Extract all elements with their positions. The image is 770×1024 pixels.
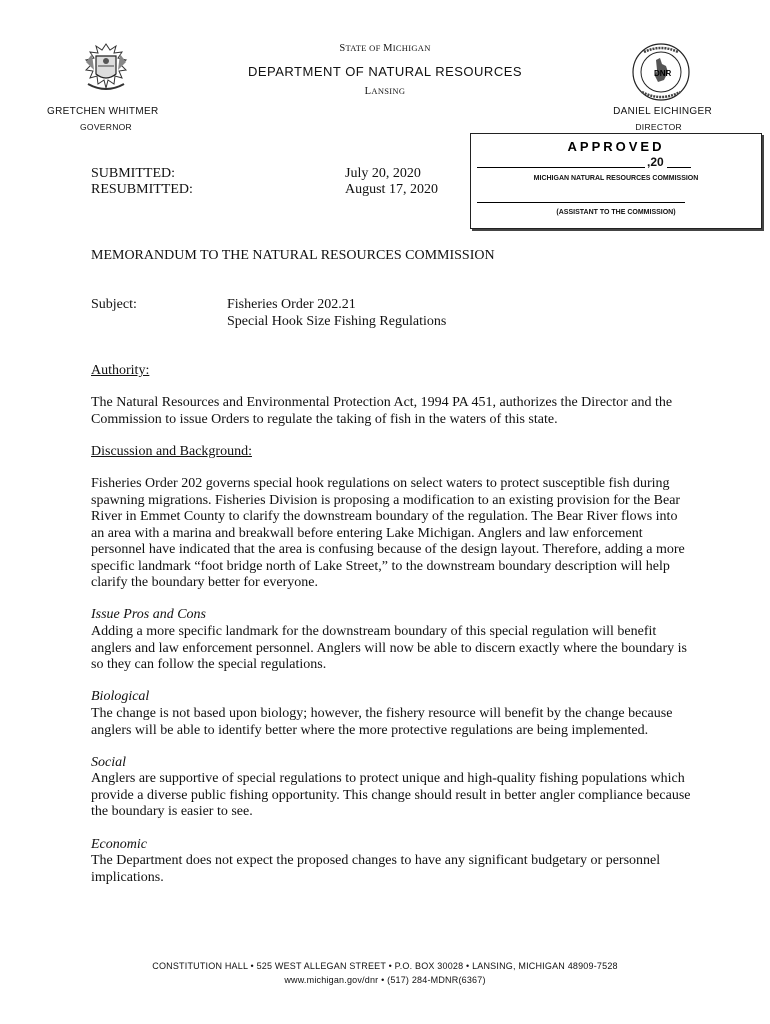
approval-box	[470, 133, 762, 229]
signature-rule	[477, 167, 645, 168]
dnr-seal-icon	[622, 42, 700, 102]
assistant-label: (ASSISTANT TO THE COMMISSION)	[556, 209, 676, 216]
submitted-date: July 20, 2020	[345, 166, 421, 181]
economic-heading: Economic	[91, 837, 147, 852]
state-of-michigan-line: STATE OF MICHIGAN	[339, 43, 431, 54]
social-text: Anglers are supportive of special regulations to protect unique and high-quality fishing populations which provide a diverse public fishing opportunity. This change should result in better angler compliance because the boundary is easier to see.	[91, 771, 691, 819]
authority-heading: Authority:	[91, 363, 150, 378]
discussion-text: Fisheries Order 202 governs special hook regulations on select waters to protect susceptible fish during spawning migrations. Fisheries Division is proposing a modification to an existing provision for the Bear River in Emmet County to clarify the downstream boundary of the regulation. The Bear River flows into an area with a marina and breakwall before entering Lake Michigan. Anglers and law enforcement personnel have indicated that the area is confusing because of the design layout. Therefore, adding a more specific landmark “foot bridge north of Lake Street,” to the downstream boundary description will help clarify the boundary better for everyone.	[91, 476, 685, 590]
social-heading: Social	[91, 755, 126, 770]
director-title: DIRECTOR	[635, 122, 682, 132]
subject-line-2: Special Hook Size Fishing Regulations	[227, 314, 447, 329]
authority-text: The Natural Resources and Environmental Protection Act, 1994 PA 451, authorizes the Director and the Commission to issue Orders to regulate the taking of fish in the waters of this state.	[91, 395, 673, 427]
director-name: DANIEL EICHINGER	[613, 106, 712, 117]
commission-label: MICHIGAN NATURAL RESOURCES COMMISSION	[533, 175, 699, 182]
pros-cons-text: Adding a more specific landmark for the downstream boundary of this special regulation will benefit anglers and law enforcement personnel. Anglers will now be able to discern exactly where the boundary is so they can follow the special regulations.	[91, 624, 687, 672]
biological-heading: Biological	[91, 689, 150, 704]
assistant-signature-rule	[477, 202, 685, 203]
dnr-seal-label: DNR	[654, 69, 672, 78]
year-rule	[667, 167, 691, 168]
memo-heading: MEMORANDUM TO THE NATURAL RESOURCES COMMISSION	[91, 248, 495, 263]
biological-text: The change is not based upon biology; however, the fishery resource will benefit by the change because anglers will be able to identify better where the more protective regulations are being implemented.	[91, 706, 673, 738]
footer-address: CONSTITUTION HALL • 525 WEST ALLEGAN STREET • P.O. BOX 30028 • LANSING, MICHIGAN 48909-7528	[152, 961, 618, 971]
department-name: DEPARTMENT OF NATURAL RESOURCES	[247, 64, 523, 79]
approval-year-prefix: ,20	[647, 155, 664, 169]
governor-title: GOVERNOR	[80, 122, 132, 132]
submitted-label: SUBMITTED:	[91, 166, 175, 181]
subject-label: Subject:	[91, 297, 137, 312]
resubmitted-date: August 17, 2020	[345, 182, 438, 197]
pros-cons-heading: Issue Pros and Cons	[91, 607, 206, 622]
footer-contact: www.michigan.gov/dnr • (517) 284-MDNR(6367)	[284, 975, 486, 985]
economic-text: The Department does not expect the proposed changes to have any significant budgetary or personnel implications.	[91, 853, 661, 885]
subject-line-1: Fisheries Order 202.21	[227, 297, 356, 312]
approval-date-line	[477, 154, 755, 168]
governor-name: GRETCHEN WHITMER	[47, 106, 159, 117]
approved-title: APPROVED	[567, 139, 665, 154]
resubmitted-label: RESUBMITTED:	[91, 182, 193, 197]
city-line: LANSING	[364, 86, 406, 97]
discussion-heading: Discussion and Background:	[91, 444, 252, 459]
